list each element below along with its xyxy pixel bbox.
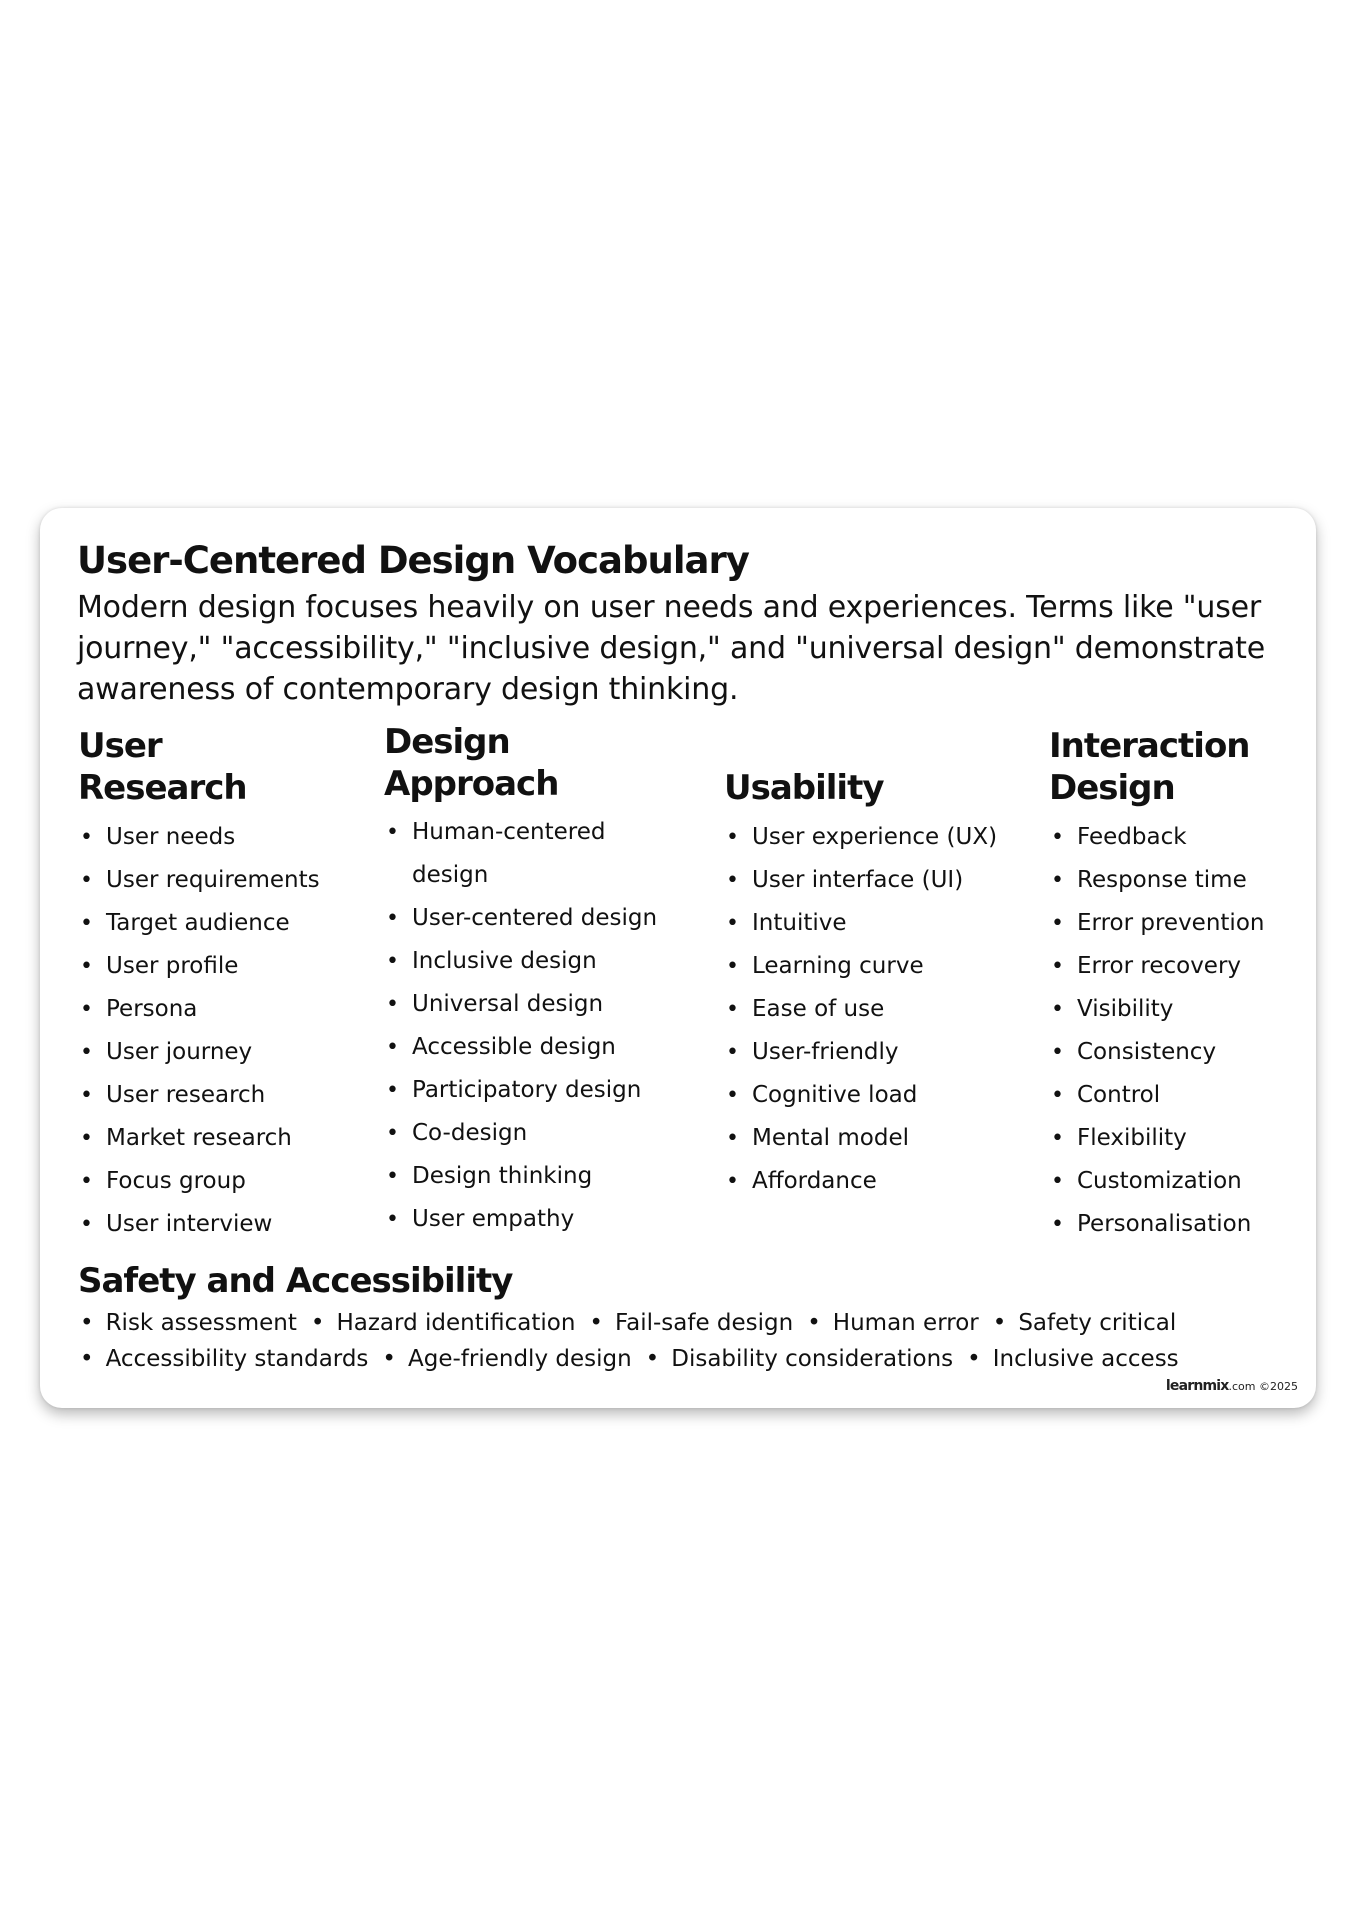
list-item: • Focus group bbox=[78, 1160, 320, 1203]
list-item: • Safety critical bbox=[991, 1305, 1177, 1341]
list-item: • Accessible design bbox=[384, 1026, 624, 1069]
list-item: • Disability considerations bbox=[644, 1341, 953, 1377]
list-item: • Visibility bbox=[1049, 988, 1264, 1031]
list-item: • Response time bbox=[1049, 859, 1264, 902]
term-list bbox=[1049, 816, 1264, 1246]
list-item: • Error recovery bbox=[1049, 945, 1264, 988]
list-item: • Inclusive access bbox=[965, 1341, 1179, 1377]
term-list bbox=[724, 816, 997, 1203]
list-item: • Affordance bbox=[724, 1160, 997, 1203]
list-item: • Fail-safe design bbox=[587, 1305, 793, 1341]
column-heading-line2: Design bbox=[1049, 768, 1175, 808]
list-item: • Co-design bbox=[384, 1112, 624, 1155]
list-item: • Accessibility standards bbox=[78, 1341, 368, 1377]
list-item: • Age-friendly design bbox=[380, 1341, 631, 1377]
list-item: • Cognitive load bbox=[724, 1074, 997, 1117]
list-item: • Universal design bbox=[384, 983, 624, 1026]
term-list bbox=[78, 816, 320, 1246]
list-item: • User-friendly bbox=[724, 1031, 997, 1074]
list-item: • Ease of use bbox=[724, 988, 997, 1031]
list-item: • Learning curve bbox=[724, 945, 997, 988]
list-item: • Human-centered design bbox=[384, 811, 624, 897]
list-item: • Mental model bbox=[724, 1117, 997, 1160]
card-title: User-Centered Design Vocabulary bbox=[77, 539, 749, 582]
list-item: • User interview bbox=[78, 1203, 320, 1246]
list-item: • Persona bbox=[78, 988, 320, 1031]
list-item: • Market research bbox=[78, 1117, 320, 1160]
list-item: • User journey bbox=[78, 1031, 320, 1074]
list-item: • Design thinking bbox=[384, 1155, 624, 1198]
list-item: • Control bbox=[1049, 1074, 1264, 1117]
column-heading-line1: User bbox=[78, 726, 162, 766]
safety-heading: Safety and Accessibility bbox=[78, 1261, 513, 1301]
list-item: • Human error bbox=[805, 1305, 979, 1341]
list-item: • User research bbox=[78, 1074, 320, 1117]
list-item: • User interface (UI) bbox=[724, 859, 997, 902]
copyright-text: .com ©2025 bbox=[1228, 1380, 1298, 1393]
brand-logo: learnmix bbox=[1165, 1378, 1229, 1394]
term-list bbox=[384, 811, 658, 1241]
list-item: • User experience (UX) bbox=[724, 816, 997, 859]
column-heading-line1: Usability bbox=[724, 768, 884, 808]
list-item: • Participatory design bbox=[384, 1069, 624, 1112]
list-item: • Hazard identification bbox=[309, 1305, 576, 1341]
list-item: • User empathy bbox=[384, 1198, 624, 1241]
list-item: • Intuitive bbox=[724, 902, 997, 945]
footer-credit bbox=[1166, 1378, 1298, 1394]
column-heading-line2: Approach bbox=[384, 764, 559, 804]
list-item: • User needs bbox=[78, 816, 320, 859]
list-item: • Risk assessment bbox=[78, 1305, 297, 1341]
column-heading-line1: Design bbox=[384, 722, 510, 762]
list-item: • User requirements bbox=[78, 859, 320, 902]
list-item: • Flexibility bbox=[1049, 1117, 1264, 1160]
list-item: • Target audience bbox=[78, 902, 320, 945]
vocabulary-card bbox=[40, 508, 1316, 1408]
list-item: • Inclusive design bbox=[384, 940, 624, 983]
card-intro: Modern design focuses heavily on user needs and experiences. Terms like "user journey," "accessibility," "inclusive design," and "universal design" demonstrate awareness of contemporary design thinking. bbox=[77, 590, 1266, 707]
list-item: • User profile bbox=[78, 945, 320, 988]
column-heading-line2: Research bbox=[78, 768, 247, 808]
list-item: • User-centered design bbox=[384, 897, 624, 940]
list-item: • Error prevention bbox=[1049, 902, 1264, 945]
list-item: • Customization bbox=[1049, 1160, 1264, 1203]
list-item: • Consistency bbox=[1049, 1031, 1264, 1074]
column-heading-line1: Interaction bbox=[1049, 726, 1250, 766]
list-item: • Personalisation bbox=[1049, 1203, 1264, 1246]
safety-term-list bbox=[78, 1305, 1278, 1377]
list-item: • Feedback bbox=[1049, 816, 1264, 859]
